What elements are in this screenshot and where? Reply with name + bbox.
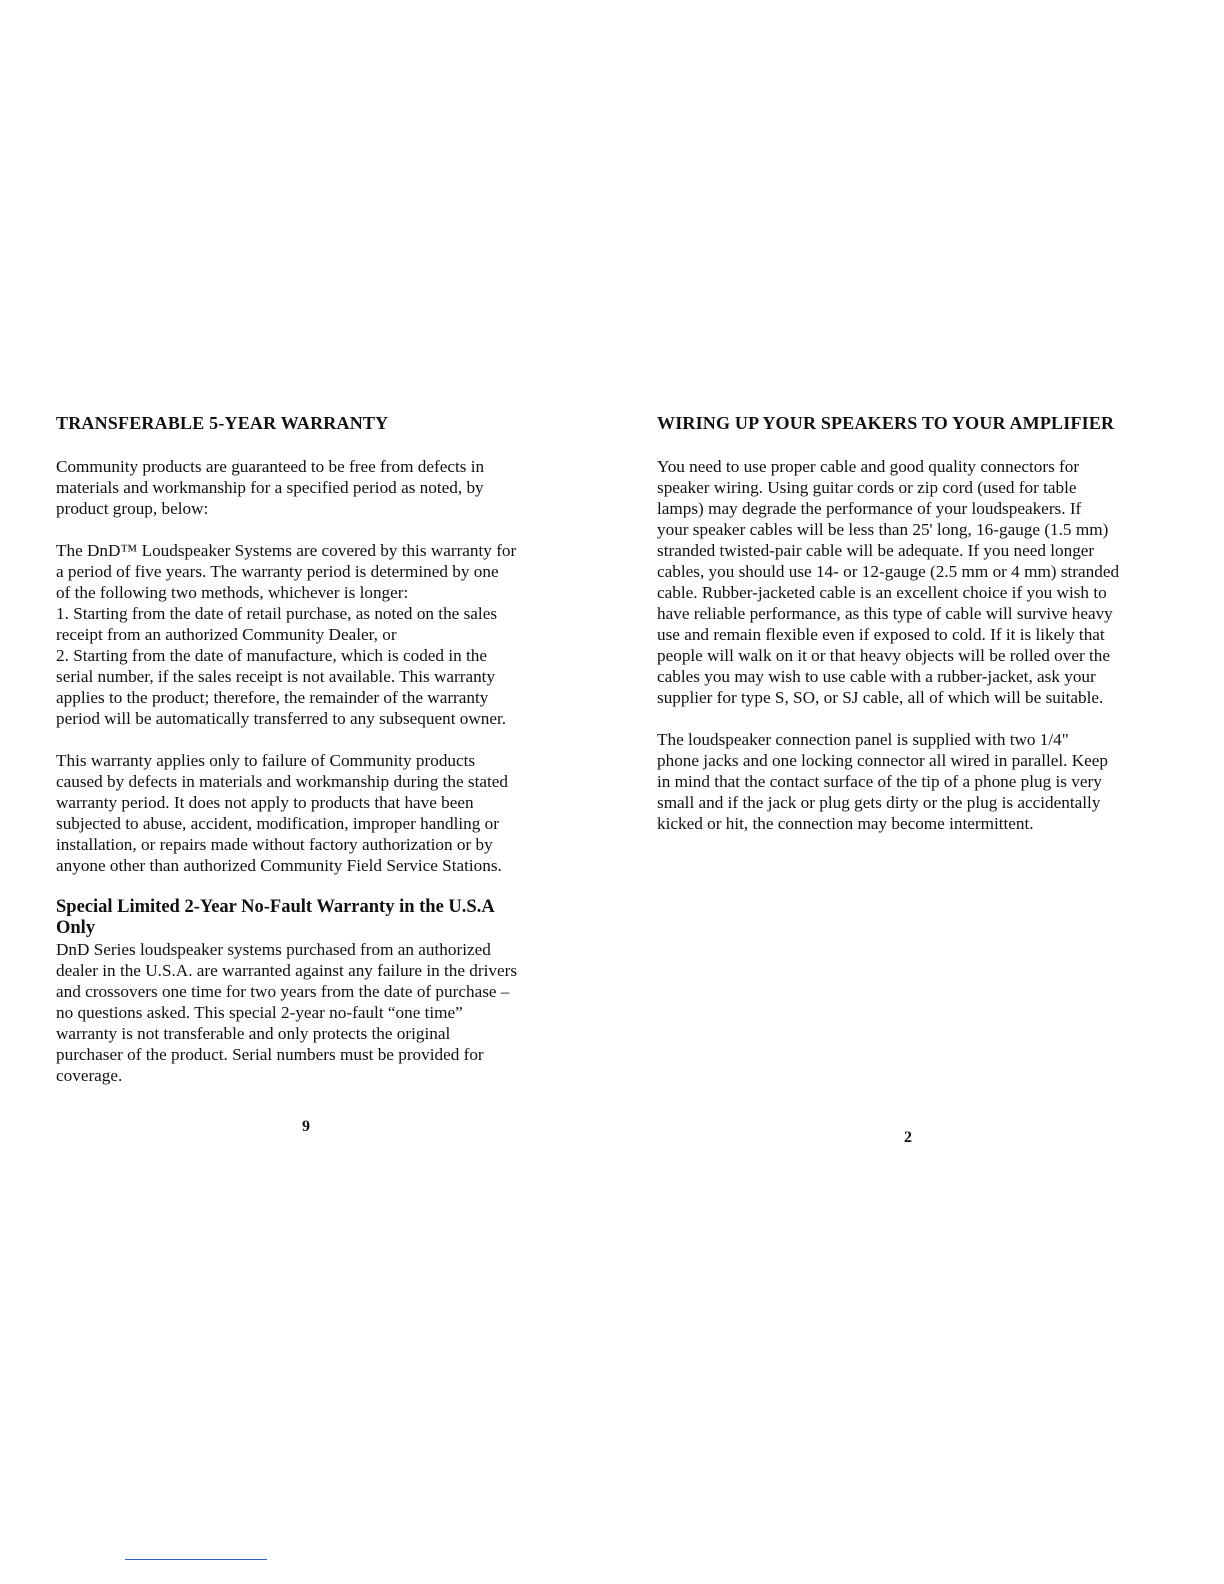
right-column (657, 412, 1177, 855)
left-column (56, 412, 566, 1107)
no-fault-warranty-subheading: Special Limited 2-Year No-Fault Warranty in the U.S.A Only (56, 897, 495, 938)
warranty-exclusions-paragraph: This warranty applies only to failure of Community products caused by defects in materials and workmanship during the stated warranty period. It does not apply to products that have been subjected to abuse, accident, modification, improper handling or installation, or repairs made without factory authorization or by anyone other than authorized Community Field Service Stations. (56, 751, 508, 875)
warranty-period-paragraph: The DnD™ Loudspeaker Systems are covered by this warranty for a period of five years. The warranty period is determined by one of the following two methods, whichever is longer: 1. Starting from the date of retail purchase, as noted on the sales receipt from an authorized Community Dealer, or 2. Starting from the date of manufacture, which is coded in the serial number, if the sales receipt is not available. This warranty applies to the product; therefore, the remainder of the warranty period will be automatically transferred to any subsequent owner. (56, 541, 517, 728)
wiring-heading: WIRING UP YOUR SPEAKERS TO YOUR AMPLIFIER (657, 413, 1115, 433)
right-page (612, 0, 1224, 1584)
warranty-intro-paragraph: Community products are guaranteed to be free from defects in materials and workmanship for a specified period as noted, by product group, below: (56, 457, 485, 518)
no-fault-warranty-paragraph: DnD Series loudspeaker systems purchased from an authorized dealer in the U.S.A. are warranted against any failure in the drivers and crossovers one time for two years from the date of purchase – no questions asked. This special 2-year no-fault “one time” warranty is not transferable and only protects the original purchaser of the product. Serial numbers must be provided for coverage. (56, 940, 518, 1085)
connection-panel-paragraph: The loudspeaker connection panel is supplied with two 1/4" phone jacks and one locking connector all wired in parallel. Keep in mind that the contact surface of the tip of a phone plug is very small and if the jack or plug gets dirty or the plug is accidentally kicked or hit, the connection may become intermittent. (657, 730, 1109, 833)
warranty-heading: TRANSFERABLE 5-YEAR WARRANTY (56, 413, 389, 433)
page-number-left: 9 (302, 1118, 310, 1135)
cable-paragraph: You need to use proper cable and good quality connectors for speaker wiring. Using guitar cords or zip cord (used for table lamps) may degrade the performance of your loudspeakers. If your speaker cables will be less than 25' long, 16-gauge (1.5 mm) stranded twisted-pair cable will be adequate. If you need longer cables, you should use 14- or 12-gauge (2.5 mm or 4 mm) stranded cable. Rubber-jacketed cable is an excellent choice if you wish to have reliable performance, as this type of cable will survive heavy use and remain flexible even if exposed to cold. If it is likely that people will walk on it or that heavy objects will be rolled over the cables you may wish to use cable with a rubber-jacket, ask your supplier for type S, SO, or SJ cable, all of which will be suitable. (657, 457, 1120, 707)
footnote-rule (125, 1559, 267, 1560)
page-number-right: 2 (904, 1129, 912, 1146)
